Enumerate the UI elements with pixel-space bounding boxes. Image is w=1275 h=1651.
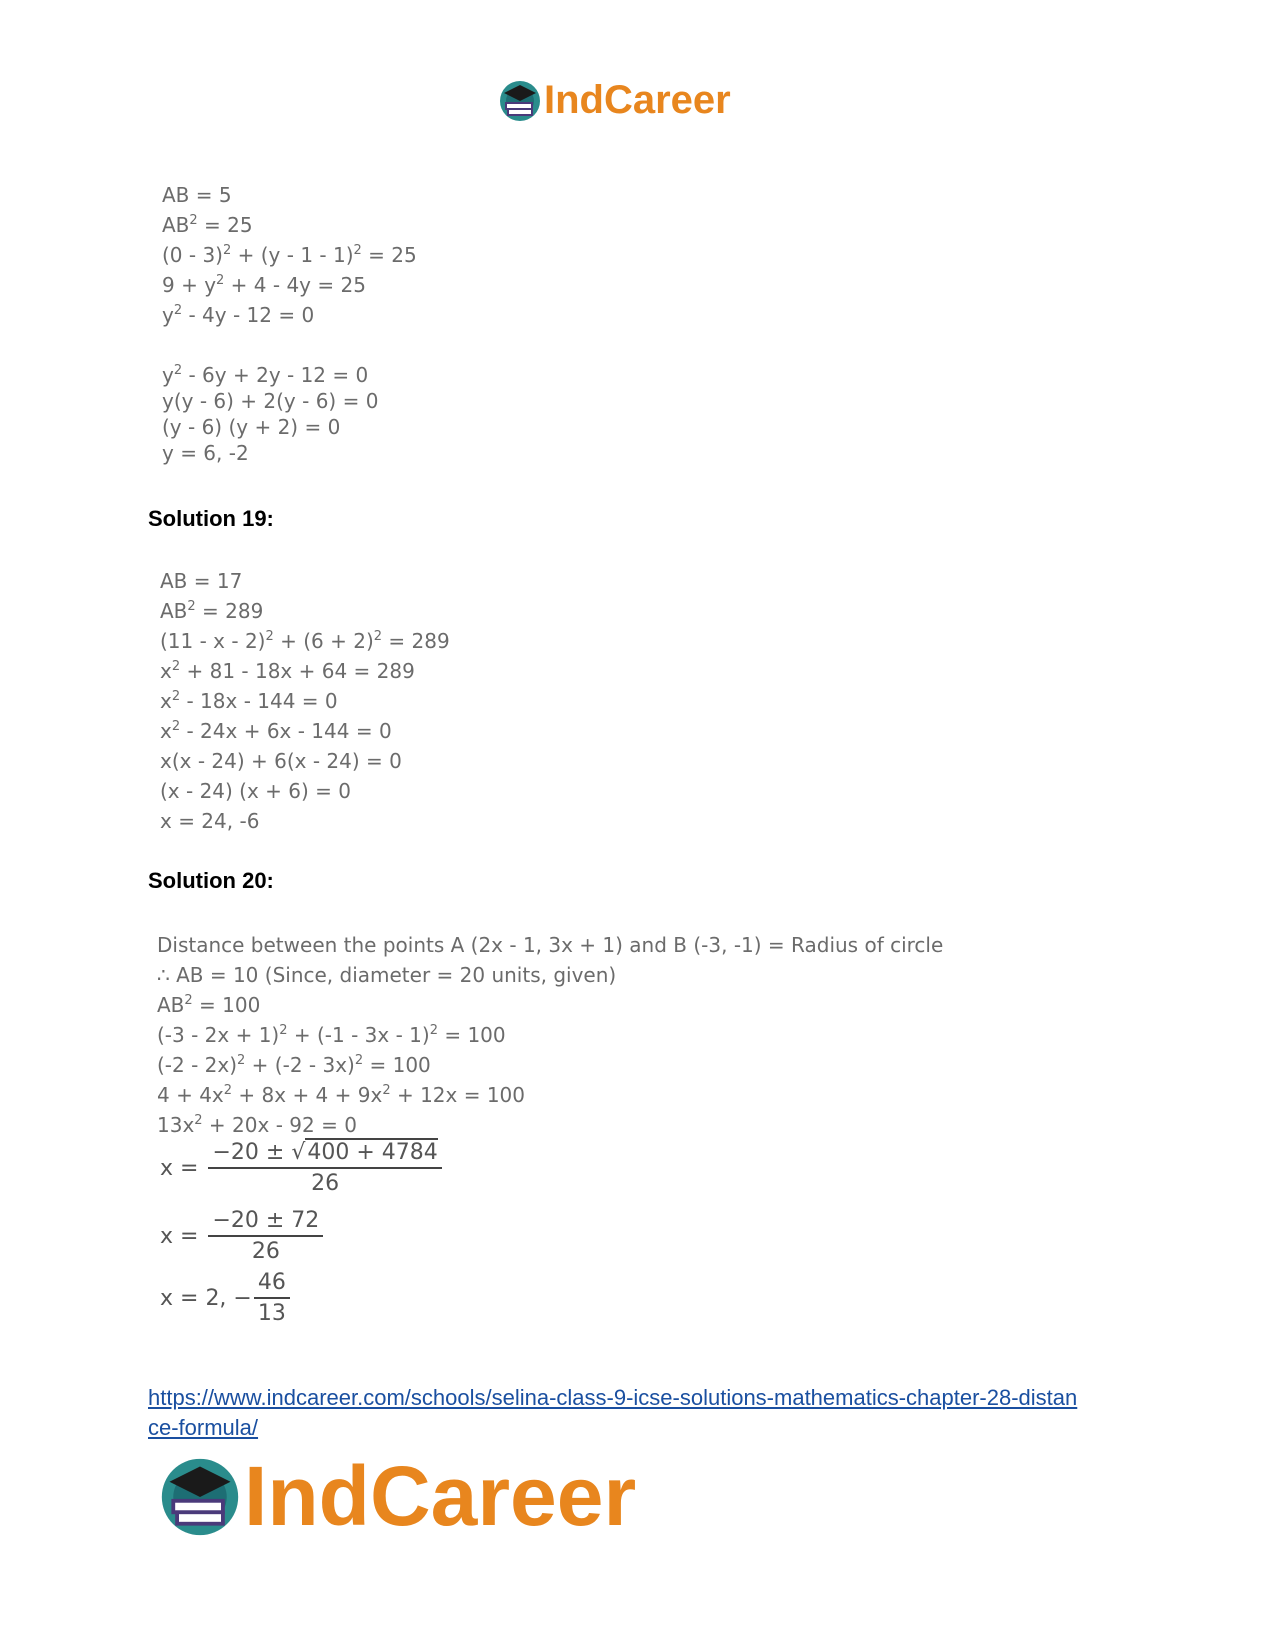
equation-line: $(11 - x - 2)^2 + (6 + 2)^2 = 289$: [160, 629, 450, 653]
solution-20-equations: [157, 930, 943, 1140]
equation-line: y = 6, -2: [162, 441, 249, 465]
block1-equations: [162, 180, 417, 330]
source-link[interactable]: https://www.indcareer.com/schools/selina-class-9-icse-solutions-mathematics-chapter-28-distan ce-formula/: [148, 1385, 1078, 1440]
equation-line: x(x - 24) + 6(x - 24) = 0: [160, 749, 402, 773]
equation-line: $y^2 - 4y - 12 = 0$: [162, 303, 315, 327]
equation-line: (y - 6) (y + 2) = 0: [162, 415, 341, 439]
solution-19-equations: [160, 566, 450, 836]
equation-line: $9 + y^2 + 4 - 4y = 25$: [162, 273, 366, 297]
final-answer-step: x = 2, − $\frac{46}{13}$: [160, 1270, 290, 1326]
solution-20-heading: Solution 20:: [148, 868, 274, 893]
equation-line: Distance between the points A (2x - 1, 3x + 1) and B (-3, -1) = Radius of circle: [157, 933, 944, 957]
equation-line: y(y - 6) + 2(y - 6) = 0: [162, 389, 379, 413]
graduation-book-icon: [158, 1455, 242, 1539]
equation-line: (0 - 3)$^2$ + (y - 1 - 1)$^2$ = 25: [162, 243, 417, 267]
logo-text: IndCareer: [544, 78, 731, 122]
equation-line: $AB^2 = 100$: [157, 993, 261, 1017]
simplified-fraction-step: x = $\frac{-20 \pm 72}{26}$: [160, 1208, 323, 1264]
equation-line: $13x^2 + 20x - 92 = 0$: [157, 1113, 357, 1137]
equation-line: (x - 24) (x + 6) = 0: [160, 779, 352, 803]
equation-line: $y^2 - 6y + 2y - 12 = 0$: [162, 363, 369, 387]
equation-line: $x^2 - 18x - 144 = 0$: [160, 689, 338, 713]
solution-19-heading: Solution 19:: [148, 506, 274, 531]
block1-factorization: [162, 362, 378, 466]
equation-line: ∴ AB = 10 (Since, diameter = 20 units, given): [157, 963, 617, 987]
equation-line: $x^2 - 24x + 6x - 144 = 0$: [160, 719, 392, 743]
graduation-book-icon: [498, 79, 542, 123]
footer-logo: [158, 1448, 636, 1545]
quadratic-formula-step: x = $\frac{-20 \pm √400 + 4784}{26}$: [160, 1140, 442, 1196]
header-logo: [498, 78, 731, 123]
equation-line: $AB^2 = 25$: [162, 213, 253, 237]
equation-line: $AB^2 = 289$: [160, 599, 264, 623]
equation-line: $4 + 4x^2 + 8x + 4 + 9x^2 + 12x = 100$: [157, 1083, 525, 1107]
equation-line: $(-3 - 2x + 1)^2 + (-1 - 3x - 1)^2 = 100$: [157, 1023, 506, 1047]
equation-line: AB = 17: [160, 569, 243, 593]
logo-text: IndCareer: [244, 1449, 637, 1543]
equation-line: AB = 5: [162, 183, 232, 207]
equation-line: $x^2 + 81 - 18x + 64 = 289$: [160, 659, 415, 683]
equation-line: x = 24, -6: [160, 809, 260, 833]
equation-line: (-2 - 2x)$^2$ + (-2 - 3x)$^2$ = 100: [157, 1053, 431, 1077]
